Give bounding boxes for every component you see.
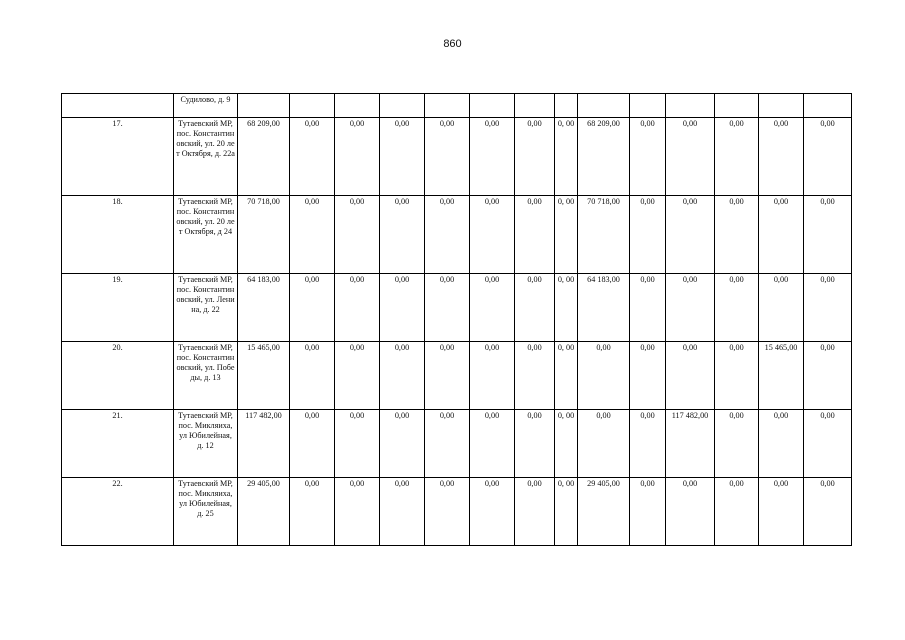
- cell-value: 0,00: [630, 118, 666, 196]
- table-row: [62, 118, 852, 196]
- cell-value: [290, 94, 335, 118]
- cell-value: 0,00: [335, 478, 380, 546]
- cell-value: 0,00: [666, 478, 715, 546]
- table-row: [62, 94, 852, 118]
- cell-value: 0,00: [380, 342, 425, 410]
- cell-value: 0,00: [425, 410, 470, 478]
- cell-value: 0,00: [515, 196, 555, 274]
- cell-value: 0,00: [380, 410, 425, 478]
- cell-value: [470, 94, 515, 118]
- cell-value: 0,00: [470, 410, 515, 478]
- cell-value: 0,00: [666, 196, 715, 274]
- cell-value: 0,00: [515, 118, 555, 196]
- cell-value: 0,00: [630, 478, 666, 546]
- cell-value: 0,00: [425, 342, 470, 410]
- cell-value: 0,00: [715, 118, 759, 196]
- cell-value: [804, 94, 852, 118]
- cell-value: [238, 94, 290, 118]
- cell-value: 0,00: [578, 342, 630, 410]
- cell-value: 0,00: [425, 196, 470, 274]
- cell-value: 0,00: [666, 118, 715, 196]
- cell-value: 0,00: [804, 342, 852, 410]
- cell-total: 117 482,00: [238, 410, 290, 478]
- cell-value: 0,00: [290, 342, 335, 410]
- cell-value: [555, 94, 578, 118]
- cell-value: 0,00: [759, 478, 804, 546]
- cell-address: Тутаевский МР, пос. Константиновский, ул. Победы, д. 13: [174, 342, 238, 410]
- cell-value: 0,00: [759, 410, 804, 478]
- cell-value: [666, 94, 715, 118]
- cell-value: 0,00: [630, 274, 666, 342]
- cell-value: 0,00: [425, 274, 470, 342]
- cell-value: 0,00: [715, 196, 759, 274]
- cell-address: Судилово, д. 9: [174, 94, 238, 118]
- cell-value: 0,00: [470, 196, 515, 274]
- cell-value: 0,00: [666, 342, 715, 410]
- cell-value: 0,00: [666, 274, 715, 342]
- page-number: 860: [443, 38, 462, 50]
- cell-value: 0,00: [425, 118, 470, 196]
- cell-value: [630, 94, 666, 118]
- cell-value: 0, 00: [555, 274, 578, 342]
- cell-value: 117 482,00: [666, 410, 715, 478]
- cell-value: 0,00: [335, 342, 380, 410]
- cell-value: 0,00: [380, 478, 425, 546]
- cell-value: 0,00: [804, 478, 852, 546]
- cell-value: [759, 94, 804, 118]
- cell-value: 0,00: [470, 274, 515, 342]
- cell-value: 0,00: [335, 274, 380, 342]
- cell-value: 68 209,00: [578, 118, 630, 196]
- cell-number: 17.: [62, 118, 174, 196]
- cell-value: 15 465,00: [759, 342, 804, 410]
- cell-value: 0,00: [290, 274, 335, 342]
- cell-value: 0,00: [470, 342, 515, 410]
- table-row: [62, 274, 852, 342]
- cell-address: Тутаевский МР, пос. Константиновский, ул. 20 лет Октября, д. 22а: [174, 118, 238, 196]
- cell-total: 68 209,00: [238, 118, 290, 196]
- cell-value: 0,00: [290, 196, 335, 274]
- cell-value: 0, 00: [555, 342, 578, 410]
- cell-value: [425, 94, 470, 118]
- cell-value: 0,00: [804, 118, 852, 196]
- cell-value: 0,00: [804, 274, 852, 342]
- cell-value: 0,00: [515, 410, 555, 478]
- cell-value: 0,00: [335, 196, 380, 274]
- cell-value: 0,00: [715, 410, 759, 478]
- cell-number: 20.: [62, 342, 174, 410]
- cell-value: 0,00: [759, 118, 804, 196]
- table-row: [62, 410, 852, 478]
- table-row: [62, 342, 852, 410]
- cell-value: 0,00: [759, 196, 804, 274]
- cell-total: 29 405,00: [238, 478, 290, 546]
- cell-value: 0,00: [630, 410, 666, 478]
- cell-value: 0,00: [335, 118, 380, 196]
- cell-value: 0,00: [290, 410, 335, 478]
- cell-total: 15 465,00: [238, 342, 290, 410]
- cell-value: 0,00: [715, 342, 759, 410]
- cell-number: 22.: [62, 478, 174, 546]
- cell-value: 0, 00: [555, 410, 578, 478]
- cell-address: Тутаевский МР, пос. Константиновский, ул. Ленина, д. 22: [174, 274, 238, 342]
- cell-value: 29 405,00: [578, 478, 630, 546]
- cell-number: 21.: [62, 410, 174, 478]
- cell-value: 0,00: [515, 274, 555, 342]
- cell-value: 0,00: [515, 478, 555, 546]
- cell-value: 0,00: [630, 196, 666, 274]
- budget-table: [61, 93, 852, 546]
- cell-value: 0,00: [804, 196, 852, 274]
- cell-value: [578, 94, 630, 118]
- cell-value: 0,00: [715, 274, 759, 342]
- cell-value: 0,00: [759, 274, 804, 342]
- cell-address: Тутаевский МР, пос. Микляиха, ул Юбилейная, д. 25: [174, 478, 238, 546]
- cell-number: 19.: [62, 274, 174, 342]
- cell-value: 0, 00: [555, 118, 578, 196]
- cell-value: 0, 00: [555, 478, 578, 546]
- cell-value: [335, 94, 380, 118]
- table-row: [62, 478, 852, 546]
- cell-value: 0,00: [380, 118, 425, 196]
- cell-value: 0,00: [380, 274, 425, 342]
- cell-value: 0,00: [804, 410, 852, 478]
- cell-value: 0,00: [290, 478, 335, 546]
- cell-value: 0,00: [425, 478, 470, 546]
- cell-value: 64 183,00: [578, 274, 630, 342]
- cell-value: 0,00: [630, 342, 666, 410]
- cell-value: 0,00: [290, 118, 335, 196]
- cell-value: 0, 00: [555, 196, 578, 274]
- cell-value: 0,00: [380, 196, 425, 274]
- cell-value: 0,00: [470, 478, 515, 546]
- cell-number: [62, 94, 174, 118]
- cell-value: [515, 94, 555, 118]
- cell-value: 0,00: [715, 478, 759, 546]
- cell-address: Тутаевский МР, пос. Микляиха, ул Юбилейная, д. 12: [174, 410, 238, 478]
- cell-value: 70 718,00: [578, 196, 630, 274]
- cell-total: 64 183,00: [238, 274, 290, 342]
- table-row: [62, 196, 852, 274]
- cell-number: 18.: [62, 196, 174, 274]
- cell-value: 0,00: [470, 118, 515, 196]
- cell-value: 0,00: [578, 410, 630, 478]
- cell-value: 0,00: [515, 342, 555, 410]
- cell-address: Тутаевский МР, пос. Константиновский, ул. 20 лет Октября, д 24: [174, 196, 238, 274]
- cell-value: [715, 94, 759, 118]
- cell-total: 70 718,00: [238, 196, 290, 274]
- cell-value: [380, 94, 425, 118]
- cell-value: 0,00: [335, 410, 380, 478]
